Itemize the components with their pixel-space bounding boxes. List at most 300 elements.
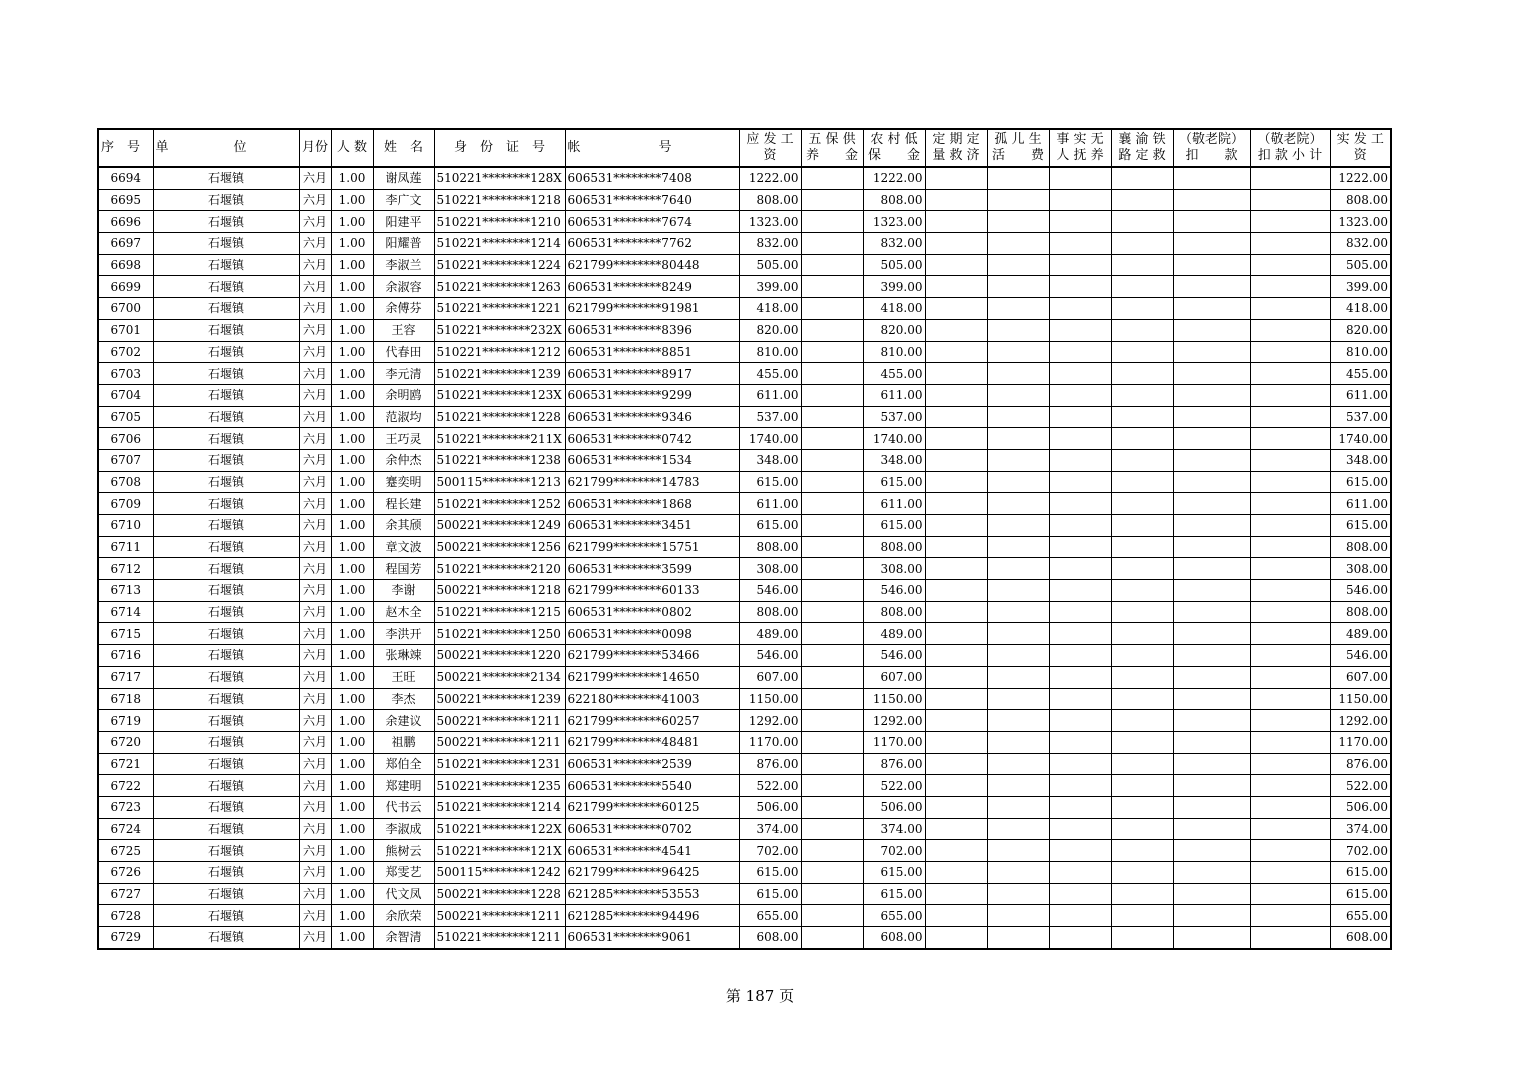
page-number: 第 187 页 bbox=[725, 987, 795, 1005]
name-cell: 代文凤 bbox=[373, 883, 434, 905]
wubao-cell bbox=[801, 515, 863, 537]
table-row bbox=[98, 406, 1391, 428]
unit-cell: 石堰镇 bbox=[153, 189, 299, 211]
id-cell: 500221********1249 bbox=[434, 515, 565, 537]
wubao-cell bbox=[801, 536, 863, 558]
month-cell: 六月 bbox=[299, 189, 331, 211]
dingliang-cell bbox=[925, 276, 987, 298]
name-cell: 李洪开 bbox=[373, 623, 434, 645]
rail-cell bbox=[1111, 341, 1173, 363]
nursing-subtotal-cell bbox=[1250, 862, 1330, 884]
header-orphan: 孤 儿 生 活 费 bbox=[987, 129, 1049, 167]
net-pay-cell: 832.00 bbox=[1330, 233, 1391, 255]
orphan-cell bbox=[987, 862, 1049, 884]
month-cell: 六月 bbox=[299, 254, 331, 276]
net-pay-cell: 455.00 bbox=[1330, 363, 1391, 385]
wubao-cell bbox=[801, 233, 863, 255]
header-seq: 序 号 bbox=[98, 129, 153, 167]
net-pay-cell: 1222.00 bbox=[1330, 167, 1391, 189]
account-cell: 621799********80448 bbox=[565, 254, 739, 276]
nursing-deduction-cell bbox=[1173, 688, 1250, 710]
nursing-deduction-cell bbox=[1173, 406, 1250, 428]
wubao-cell bbox=[801, 883, 863, 905]
month-cell: 六月 bbox=[299, 601, 331, 623]
account-cell: 606531********0802 bbox=[565, 601, 739, 623]
nursing-subtotal-cell bbox=[1250, 298, 1330, 320]
id-cell: 500115********1213 bbox=[434, 471, 565, 493]
rail-cell bbox=[1111, 645, 1173, 667]
orphan-cell bbox=[987, 449, 1049, 471]
header-id: 身 份 证 号 bbox=[434, 129, 565, 167]
account-cell: 606531********0098 bbox=[565, 623, 739, 645]
unit-cell: 石堰镇 bbox=[153, 666, 299, 688]
net-pay-cell: 348.00 bbox=[1330, 449, 1391, 471]
dingliang-cell bbox=[925, 319, 987, 341]
dibao-cell: 308.00 bbox=[863, 558, 925, 580]
table-row bbox=[98, 796, 1391, 818]
orphan-cell bbox=[987, 775, 1049, 797]
net-pay-cell: 399.00 bbox=[1330, 276, 1391, 298]
account-cell: 621799********14783 bbox=[565, 471, 739, 493]
unit-cell: 石堰镇 bbox=[153, 515, 299, 537]
net-pay-cell: 308.00 bbox=[1330, 558, 1391, 580]
dingliang-cell bbox=[925, 406, 987, 428]
orphan-cell bbox=[987, 688, 1049, 710]
name-cell: 王旺 bbox=[373, 666, 434, 688]
orphan-cell bbox=[987, 167, 1049, 189]
shishi-cell bbox=[1049, 536, 1111, 558]
name-cell: 王巧灵 bbox=[373, 428, 434, 450]
people-cell: 1.00 bbox=[331, 666, 373, 688]
table-row bbox=[98, 927, 1391, 949]
account-cell: 621799********96425 bbox=[565, 862, 739, 884]
people-cell: 1.00 bbox=[331, 796, 373, 818]
nursing-deduction-cell bbox=[1173, 363, 1250, 385]
id-cell: 510221********1212 bbox=[434, 341, 565, 363]
shishi-cell bbox=[1049, 319, 1111, 341]
orphan-cell bbox=[987, 818, 1049, 840]
id-cell: 500221********1211 bbox=[434, 710, 565, 732]
dingliang-cell bbox=[925, 666, 987, 688]
header-net: 实 发 工 资 bbox=[1330, 129, 1391, 167]
table-row bbox=[98, 341, 1391, 363]
shishi-cell bbox=[1049, 601, 1111, 623]
account-cell: 622180********41003 bbox=[565, 688, 739, 710]
gross-pay-cell: 1150.00 bbox=[739, 688, 801, 710]
unit-cell: 石堰镇 bbox=[153, 254, 299, 276]
wubao-cell bbox=[801, 775, 863, 797]
rail-cell bbox=[1111, 710, 1173, 732]
gross-pay-cell: 702.00 bbox=[739, 840, 801, 862]
name-cell: 程国芳 bbox=[373, 558, 434, 580]
gross-pay-cell: 820.00 bbox=[739, 319, 801, 341]
unit-cell: 石堰镇 bbox=[153, 384, 299, 406]
net-pay-cell: 615.00 bbox=[1330, 471, 1391, 493]
seq-cell: 6713 bbox=[98, 580, 153, 602]
table-row bbox=[98, 449, 1391, 471]
id-cell: 510221********1215 bbox=[434, 601, 565, 623]
dibao-cell: 808.00 bbox=[863, 601, 925, 623]
nursing-subtotal-cell bbox=[1250, 753, 1330, 775]
name-cell: 李元清 bbox=[373, 363, 434, 385]
gross-pay-cell: 1170.00 bbox=[739, 731, 801, 753]
name-cell: 郑雯艺 bbox=[373, 862, 434, 884]
orphan-cell bbox=[987, 341, 1049, 363]
id-cell: 510221********1214 bbox=[434, 233, 565, 255]
nursing-subtotal-cell bbox=[1250, 905, 1330, 927]
header-dingliang: 定 期 定 量 救 济 bbox=[925, 129, 987, 167]
seq-cell: 6706 bbox=[98, 428, 153, 450]
table-row bbox=[98, 471, 1391, 493]
people-cell: 1.00 bbox=[331, 233, 373, 255]
id-cell: 510221********1211 bbox=[434, 927, 565, 949]
dibao-cell: 832.00 bbox=[863, 233, 925, 255]
unit-cell: 石堰镇 bbox=[153, 449, 299, 471]
seq-cell: 6697 bbox=[98, 233, 153, 255]
id-cell: 500221********1220 bbox=[434, 645, 565, 667]
wubao-cell bbox=[801, 862, 863, 884]
name-cell: 范淑均 bbox=[373, 406, 434, 428]
people-cell: 1.00 bbox=[331, 927, 373, 949]
table-row bbox=[98, 862, 1391, 884]
id-cell: 510221********1263 bbox=[434, 276, 565, 298]
wubao-cell bbox=[801, 406, 863, 428]
orphan-cell bbox=[987, 428, 1049, 450]
unit-cell: 石堰镇 bbox=[153, 753, 299, 775]
month-cell: 六月 bbox=[299, 449, 331, 471]
shishi-cell bbox=[1049, 558, 1111, 580]
unit-cell: 石堰镇 bbox=[153, 167, 299, 189]
seq-cell: 6729 bbox=[98, 927, 153, 949]
seq-cell: 6701 bbox=[98, 319, 153, 341]
orphan-cell bbox=[987, 645, 1049, 667]
month-cell: 六月 bbox=[299, 233, 331, 255]
gross-pay-cell: 546.00 bbox=[739, 580, 801, 602]
orphan-cell bbox=[987, 905, 1049, 927]
nursing-deduction-cell bbox=[1173, 233, 1250, 255]
month-cell: 六月 bbox=[299, 515, 331, 537]
month-cell: 六月 bbox=[299, 710, 331, 732]
orphan-cell bbox=[987, 515, 1049, 537]
people-cell: 1.00 bbox=[331, 298, 373, 320]
dibao-cell: 702.00 bbox=[863, 840, 925, 862]
gross-pay-cell: 615.00 bbox=[739, 862, 801, 884]
unit-cell: 石堰镇 bbox=[153, 862, 299, 884]
nursing-deduction-cell bbox=[1173, 319, 1250, 341]
wubao-cell bbox=[801, 645, 863, 667]
rail-cell bbox=[1111, 927, 1173, 949]
nursing-deduction-cell bbox=[1173, 536, 1250, 558]
name-cell: 郑建明 bbox=[373, 775, 434, 797]
shishi-cell bbox=[1049, 927, 1111, 949]
dingliang-cell bbox=[925, 363, 987, 385]
orphan-cell bbox=[987, 601, 1049, 623]
net-pay-cell: 1150.00 bbox=[1330, 688, 1391, 710]
orphan-cell bbox=[987, 254, 1049, 276]
people-cell: 1.00 bbox=[331, 276, 373, 298]
name-cell: 谢凤莲 bbox=[373, 167, 434, 189]
name-cell: 熊树云 bbox=[373, 840, 434, 862]
people-cell: 1.00 bbox=[331, 341, 373, 363]
gross-pay-cell: 655.00 bbox=[739, 905, 801, 927]
month-cell: 六月 bbox=[299, 753, 331, 775]
wubao-cell bbox=[801, 927, 863, 949]
name-cell: 代书云 bbox=[373, 796, 434, 818]
nursing-subtotal-cell bbox=[1250, 515, 1330, 537]
gross-pay-cell: 1222.00 bbox=[739, 167, 801, 189]
id-cell: 510221********121X bbox=[434, 840, 565, 862]
header-month: 月份 bbox=[299, 129, 331, 167]
month-cell: 六月 bbox=[299, 471, 331, 493]
dibao-cell: 808.00 bbox=[863, 189, 925, 211]
month-cell: 六月 bbox=[299, 580, 331, 602]
net-pay-cell: 546.00 bbox=[1330, 645, 1391, 667]
nursing-deduction-cell bbox=[1173, 905, 1250, 927]
account-cell: 606531********3599 bbox=[565, 558, 739, 580]
dibao-cell: 1170.00 bbox=[863, 731, 925, 753]
nursing-deduction-cell bbox=[1173, 276, 1250, 298]
orphan-cell bbox=[987, 753, 1049, 775]
month-cell: 六月 bbox=[299, 384, 331, 406]
unit-cell: 石堰镇 bbox=[153, 601, 299, 623]
name-cell: 李杰 bbox=[373, 688, 434, 710]
orphan-cell bbox=[987, 211, 1049, 233]
name-cell: 章文波 bbox=[373, 536, 434, 558]
dibao-cell: 810.00 bbox=[863, 341, 925, 363]
id-cell: 500221********1256 bbox=[434, 536, 565, 558]
table-row bbox=[98, 363, 1391, 385]
month-cell: 六月 bbox=[299, 688, 331, 710]
gross-pay-cell: 615.00 bbox=[739, 515, 801, 537]
unit-cell: 石堰镇 bbox=[153, 233, 299, 255]
dibao-cell: 611.00 bbox=[863, 493, 925, 515]
table-row bbox=[98, 233, 1391, 255]
id-cell: 510221********1214 bbox=[434, 796, 565, 818]
net-pay-cell: 506.00 bbox=[1330, 796, 1391, 818]
id-cell: 510221********1224 bbox=[434, 254, 565, 276]
nursing-deduction-cell bbox=[1173, 731, 1250, 753]
wubao-cell bbox=[801, 840, 863, 862]
people-cell: 1.00 bbox=[331, 580, 373, 602]
net-pay-cell: 1323.00 bbox=[1330, 211, 1391, 233]
dibao-cell: 615.00 bbox=[863, 883, 925, 905]
account-cell: 606531********7640 bbox=[565, 189, 739, 211]
dingliang-cell bbox=[925, 580, 987, 602]
gross-pay-cell: 537.00 bbox=[739, 406, 801, 428]
rail-cell bbox=[1111, 775, 1173, 797]
people-cell: 1.00 bbox=[331, 319, 373, 341]
dingliang-cell bbox=[925, 623, 987, 645]
rail-cell bbox=[1111, 515, 1173, 537]
nursing-subtotal-cell bbox=[1250, 167, 1330, 189]
table-row bbox=[98, 883, 1391, 905]
gross-pay-cell: 611.00 bbox=[739, 493, 801, 515]
rail-cell bbox=[1111, 731, 1173, 753]
unit-cell: 石堰镇 bbox=[153, 580, 299, 602]
nursing-subtotal-cell bbox=[1250, 775, 1330, 797]
seq-cell: 6716 bbox=[98, 645, 153, 667]
dingliang-cell bbox=[925, 796, 987, 818]
rail-cell bbox=[1111, 796, 1173, 818]
header-nursing-subtotal: （敬老院） 扣 款 小 计 bbox=[1250, 129, 1330, 167]
dingliang-cell bbox=[925, 862, 987, 884]
shishi-cell bbox=[1049, 796, 1111, 818]
gross-pay-cell: 1292.00 bbox=[739, 710, 801, 732]
id-cell: 510221********1239 bbox=[434, 363, 565, 385]
name-cell: 余欣荣 bbox=[373, 905, 434, 927]
nursing-subtotal-cell bbox=[1250, 384, 1330, 406]
gross-pay-cell: 418.00 bbox=[739, 298, 801, 320]
unit-cell: 石堰镇 bbox=[153, 796, 299, 818]
id-cell: 510221********1231 bbox=[434, 753, 565, 775]
orphan-cell bbox=[987, 493, 1049, 515]
account-cell: 606531********9346 bbox=[565, 406, 739, 428]
rail-cell bbox=[1111, 406, 1173, 428]
month-cell: 六月 bbox=[299, 167, 331, 189]
nursing-subtotal-cell bbox=[1250, 796, 1330, 818]
dingliang-cell bbox=[925, 189, 987, 211]
month-cell: 六月 bbox=[299, 558, 331, 580]
nursing-deduction-cell bbox=[1173, 753, 1250, 775]
people-cell: 1.00 bbox=[331, 211, 373, 233]
shishi-cell bbox=[1049, 211, 1111, 233]
people-cell: 1.00 bbox=[331, 471, 373, 493]
unit-cell: 石堰镇 bbox=[153, 319, 299, 341]
shishi-cell bbox=[1049, 384, 1111, 406]
nursing-subtotal-cell bbox=[1250, 406, 1330, 428]
wubao-cell bbox=[801, 211, 863, 233]
rail-cell bbox=[1111, 601, 1173, 623]
seq-cell: 6722 bbox=[98, 775, 153, 797]
seq-cell: 6718 bbox=[98, 688, 153, 710]
nursing-subtotal-cell bbox=[1250, 536, 1330, 558]
net-pay-cell: 810.00 bbox=[1330, 341, 1391, 363]
id-cell: 510221********232X bbox=[434, 319, 565, 341]
dingliang-cell bbox=[925, 775, 987, 797]
nursing-subtotal-cell bbox=[1250, 449, 1330, 471]
net-pay-cell: 505.00 bbox=[1330, 254, 1391, 276]
name-cell: 余明鸥 bbox=[373, 384, 434, 406]
table-row bbox=[98, 905, 1391, 927]
wubao-cell bbox=[801, 710, 863, 732]
month-cell: 六月 bbox=[299, 298, 331, 320]
net-pay-cell: 808.00 bbox=[1330, 189, 1391, 211]
id-cell: 510221********128X bbox=[434, 167, 565, 189]
dibao-cell: 537.00 bbox=[863, 406, 925, 428]
people-cell: 1.00 bbox=[331, 515, 373, 537]
gross-pay-cell: 455.00 bbox=[739, 363, 801, 385]
id-cell: 510221********1235 bbox=[434, 775, 565, 797]
gross-pay-cell: 608.00 bbox=[739, 927, 801, 949]
dingliang-cell bbox=[925, 233, 987, 255]
name-cell: 李淑成 bbox=[373, 818, 434, 840]
nursing-deduction-cell bbox=[1173, 189, 1250, 211]
name-cell: 余建议 bbox=[373, 710, 434, 732]
net-pay-cell: 820.00 bbox=[1330, 319, 1391, 341]
wubao-cell bbox=[801, 580, 863, 602]
people-cell: 1.00 bbox=[331, 493, 373, 515]
table-row bbox=[98, 536, 1391, 558]
dingliang-cell bbox=[925, 298, 987, 320]
rail-cell bbox=[1111, 840, 1173, 862]
rail-cell bbox=[1111, 862, 1173, 884]
rail-cell bbox=[1111, 189, 1173, 211]
id-cell: 500221********1228 bbox=[434, 883, 565, 905]
nursing-subtotal-cell bbox=[1250, 471, 1330, 493]
people-cell: 1.00 bbox=[331, 688, 373, 710]
rail-cell bbox=[1111, 233, 1173, 255]
table-row bbox=[98, 645, 1391, 667]
header-shishi: 事 实 无 人 抚 养 bbox=[1049, 129, 1111, 167]
gross-pay-cell: 506.00 bbox=[739, 796, 801, 818]
net-pay-cell: 374.00 bbox=[1330, 818, 1391, 840]
header-wubao: 五 保 供 养 金 bbox=[801, 129, 863, 167]
id-cell: 500221********1218 bbox=[434, 580, 565, 602]
people-cell: 1.00 bbox=[331, 905, 373, 927]
rail-cell bbox=[1111, 471, 1173, 493]
name-cell: 余智清 bbox=[373, 927, 434, 949]
unit-cell: 石堰镇 bbox=[153, 558, 299, 580]
dibao-cell: 611.00 bbox=[863, 384, 925, 406]
shishi-cell bbox=[1049, 167, 1111, 189]
nursing-subtotal-cell bbox=[1250, 189, 1330, 211]
nursing-subtotal-cell bbox=[1250, 276, 1330, 298]
seq-cell: 6696 bbox=[98, 211, 153, 233]
name-cell: 代春田 bbox=[373, 341, 434, 363]
net-pay-cell: 611.00 bbox=[1330, 493, 1391, 515]
month-cell: 六月 bbox=[299, 319, 331, 341]
gross-pay-cell: 1323.00 bbox=[739, 211, 801, 233]
dibao-cell: 808.00 bbox=[863, 536, 925, 558]
net-pay-cell: 608.00 bbox=[1330, 927, 1391, 949]
people-cell: 1.00 bbox=[331, 428, 373, 450]
name-cell: 程长建 bbox=[373, 493, 434, 515]
shishi-cell bbox=[1049, 666, 1111, 688]
month-cell: 六月 bbox=[299, 341, 331, 363]
people-cell: 1.00 bbox=[331, 731, 373, 753]
nursing-deduction-cell bbox=[1173, 515, 1250, 537]
nursing-subtotal-cell bbox=[1250, 688, 1330, 710]
month-cell: 六月 bbox=[299, 363, 331, 385]
dibao-cell: 1222.00 bbox=[863, 167, 925, 189]
nursing-subtotal-cell bbox=[1250, 580, 1330, 602]
month-cell: 六月 bbox=[299, 862, 331, 884]
nursing-deduction-cell bbox=[1173, 558, 1250, 580]
rail-cell bbox=[1111, 536, 1173, 558]
table-row bbox=[98, 276, 1391, 298]
wubao-cell bbox=[801, 818, 863, 840]
shishi-cell bbox=[1049, 406, 1111, 428]
name-cell: 余其颀 bbox=[373, 515, 434, 537]
header-name: 姓 名 bbox=[373, 129, 434, 167]
gross-pay-cell: 546.00 bbox=[739, 645, 801, 667]
net-pay-cell: 1170.00 bbox=[1330, 731, 1391, 753]
seq-cell: 6694 bbox=[98, 167, 153, 189]
wubao-cell bbox=[801, 601, 863, 623]
account-cell: 621799********14650 bbox=[565, 666, 739, 688]
table-row bbox=[98, 623, 1391, 645]
nursing-deduction-cell bbox=[1173, 471, 1250, 493]
people-cell: 1.00 bbox=[331, 623, 373, 645]
dibao-cell: 608.00 bbox=[863, 927, 925, 949]
dingliang-cell bbox=[925, 840, 987, 862]
id-cell: 510221********123X bbox=[434, 384, 565, 406]
nursing-subtotal-cell bbox=[1250, 254, 1330, 276]
dibao-cell: 615.00 bbox=[863, 862, 925, 884]
nursing-subtotal-cell bbox=[1250, 840, 1330, 862]
people-cell: 1.00 bbox=[331, 449, 373, 471]
net-pay-cell: 611.00 bbox=[1330, 384, 1391, 406]
